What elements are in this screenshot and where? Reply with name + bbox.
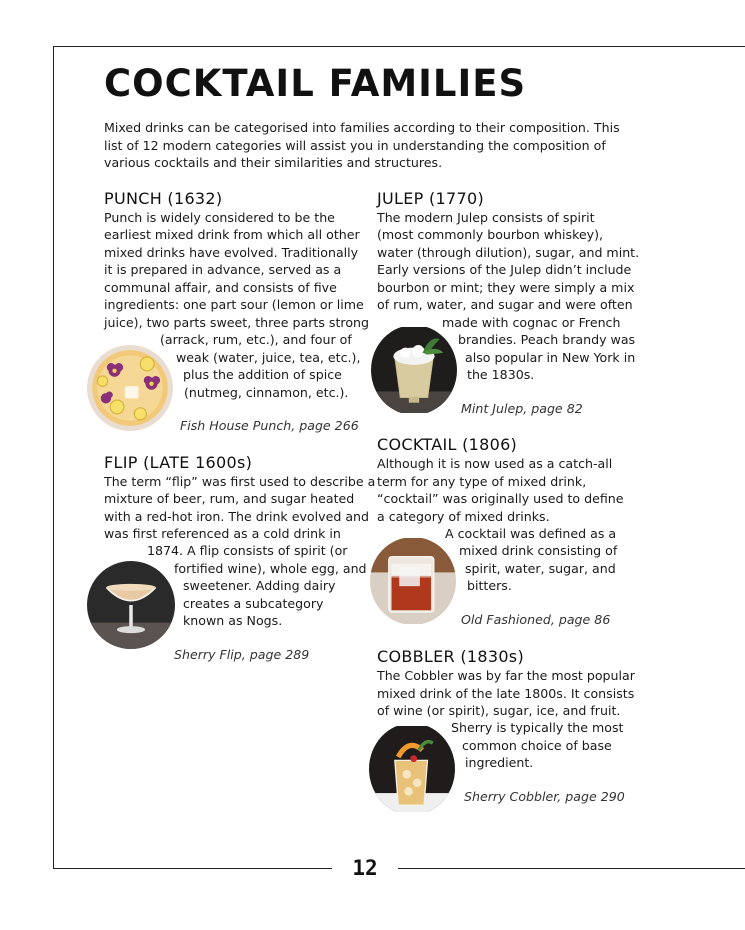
body-line: plus the addition of spice bbox=[183, 367, 342, 382]
body-line: it is prepared in advance, served as a bbox=[104, 262, 342, 277]
section-heading: COCKTAIL (1806) bbox=[377, 435, 518, 454]
body-line: communal affair, and consists of five bbox=[104, 280, 337, 295]
body-line: of wine (or spirit), sugar, ice, and fruit. bbox=[377, 703, 621, 718]
photo-caption: Mint Julep, page 82 bbox=[461, 401, 583, 416]
punch-bowl-photo bbox=[87, 345, 173, 431]
body-line: with a red-hot iron. The drink evolved and bbox=[104, 509, 370, 524]
body-line: water (through dilution), sugar, and mint. bbox=[377, 245, 640, 260]
footer-rule-left bbox=[53, 868, 332, 869]
body-line: Early versions of the Julep didn’t include bbox=[377, 262, 632, 277]
body-line: ingredient. bbox=[465, 755, 534, 770]
body-line: also popular in New York in bbox=[465, 350, 636, 365]
body-line: fortified wine), whole egg, and bbox=[174, 561, 367, 576]
photo-caption: Sherry Cobbler, page 290 bbox=[464, 789, 625, 804]
body-line: Although it is now used as a catch-all bbox=[377, 456, 613, 471]
page-number: 12 bbox=[352, 856, 378, 880]
body-line: creates a subcategory bbox=[183, 596, 324, 611]
body-line: “cocktail” was originally used to define bbox=[377, 491, 624, 506]
photo-caption: Fish House Punch, page 266 bbox=[180, 418, 359, 433]
section-heading: PUNCH (1632) bbox=[104, 189, 223, 208]
section-heading: JULEP (1770) bbox=[377, 189, 484, 208]
body-line: brandies. Peach brandy was bbox=[458, 332, 636, 347]
body-line: The modern Julep consists of spirit bbox=[377, 210, 595, 225]
body-line: Punch is widely considered to be the bbox=[104, 210, 335, 225]
body-line: A cocktail was defined as a bbox=[445, 526, 617, 541]
body-line: 1874. A flip consists of spirit (or bbox=[147, 543, 348, 558]
section-heading: COBBLER (1830s) bbox=[377, 647, 524, 666]
section-heading: FLIP (LATE 1600s) bbox=[104, 453, 253, 472]
footer-rule-right bbox=[398, 868, 745, 869]
body-line: Sherry is typically the most bbox=[451, 720, 624, 735]
body-line: the 1830s. bbox=[467, 367, 535, 382]
body-line: ingredients: one part sour (lemon or lime bbox=[104, 297, 364, 312]
body-line: a category of mixed drinks. bbox=[377, 509, 550, 524]
body-line: of rum, water, and sugar and were often bbox=[377, 297, 633, 312]
body-line: The term “flip” was first used to describe a bbox=[104, 474, 376, 489]
coupe-glass-photo bbox=[87, 561, 175, 649]
body-line: spirit, water, sugar, and bbox=[465, 561, 616, 576]
cobbler-glass-photo bbox=[369, 723, 455, 815]
photo-caption: Sherry Flip, page 289 bbox=[174, 647, 310, 662]
body-line: mixed drink of the late 1800s. It consists bbox=[377, 686, 635, 701]
body-line: (arrack, rum, etc.), and four of bbox=[160, 332, 352, 347]
julep-cup-photo bbox=[371, 325, 457, 415]
photo-caption: Old Fashioned, page 86 bbox=[461, 612, 611, 627]
body-line: mixed drink consisting of bbox=[459, 543, 618, 558]
body-line: (most commonly bourbon whiskey), bbox=[377, 227, 604, 242]
intro-paragraph: Mixed drinks can be categorised into families according to their composition. This list of 12 modern categories will assist you in understanding the composition of various cocktails and their similarities and structures. bbox=[104, 120, 620, 170]
body-line: made with cognac or French bbox=[442, 315, 621, 330]
body-line: weak (water, juice, tea, etc.), bbox=[176, 350, 361, 365]
body-line: bitters. bbox=[467, 578, 512, 593]
body-line: known as Nogs. bbox=[183, 613, 283, 628]
body-line: juice), two parts sweet, three parts strong bbox=[104, 315, 370, 330]
body-line: (nutmeg, cinnamon, etc.). bbox=[184, 385, 349, 400]
body-line: bourbon or mint; they were simply a mix bbox=[377, 280, 635, 295]
body-line: The Cobbler was by far the most popular bbox=[377, 668, 635, 683]
body-line: earliest mixed drink from which all other bbox=[104, 227, 360, 242]
body-line: was first referenced as a cold drink in bbox=[104, 526, 341, 541]
body-line: term for any type of mixed drink, bbox=[377, 474, 587, 489]
body-line: mixed drinks have evolved. Traditionally bbox=[104, 245, 359, 260]
body-line: mixture of beer, rum, and sugar heated bbox=[104, 491, 355, 506]
rocks-glass-photo bbox=[370, 537, 456, 625]
body-line: common choice of base bbox=[462, 738, 612, 753]
page-title: COCKTAIL FAMILIES bbox=[104, 62, 527, 105]
body-line: sweetener. Adding dairy bbox=[183, 578, 336, 593]
